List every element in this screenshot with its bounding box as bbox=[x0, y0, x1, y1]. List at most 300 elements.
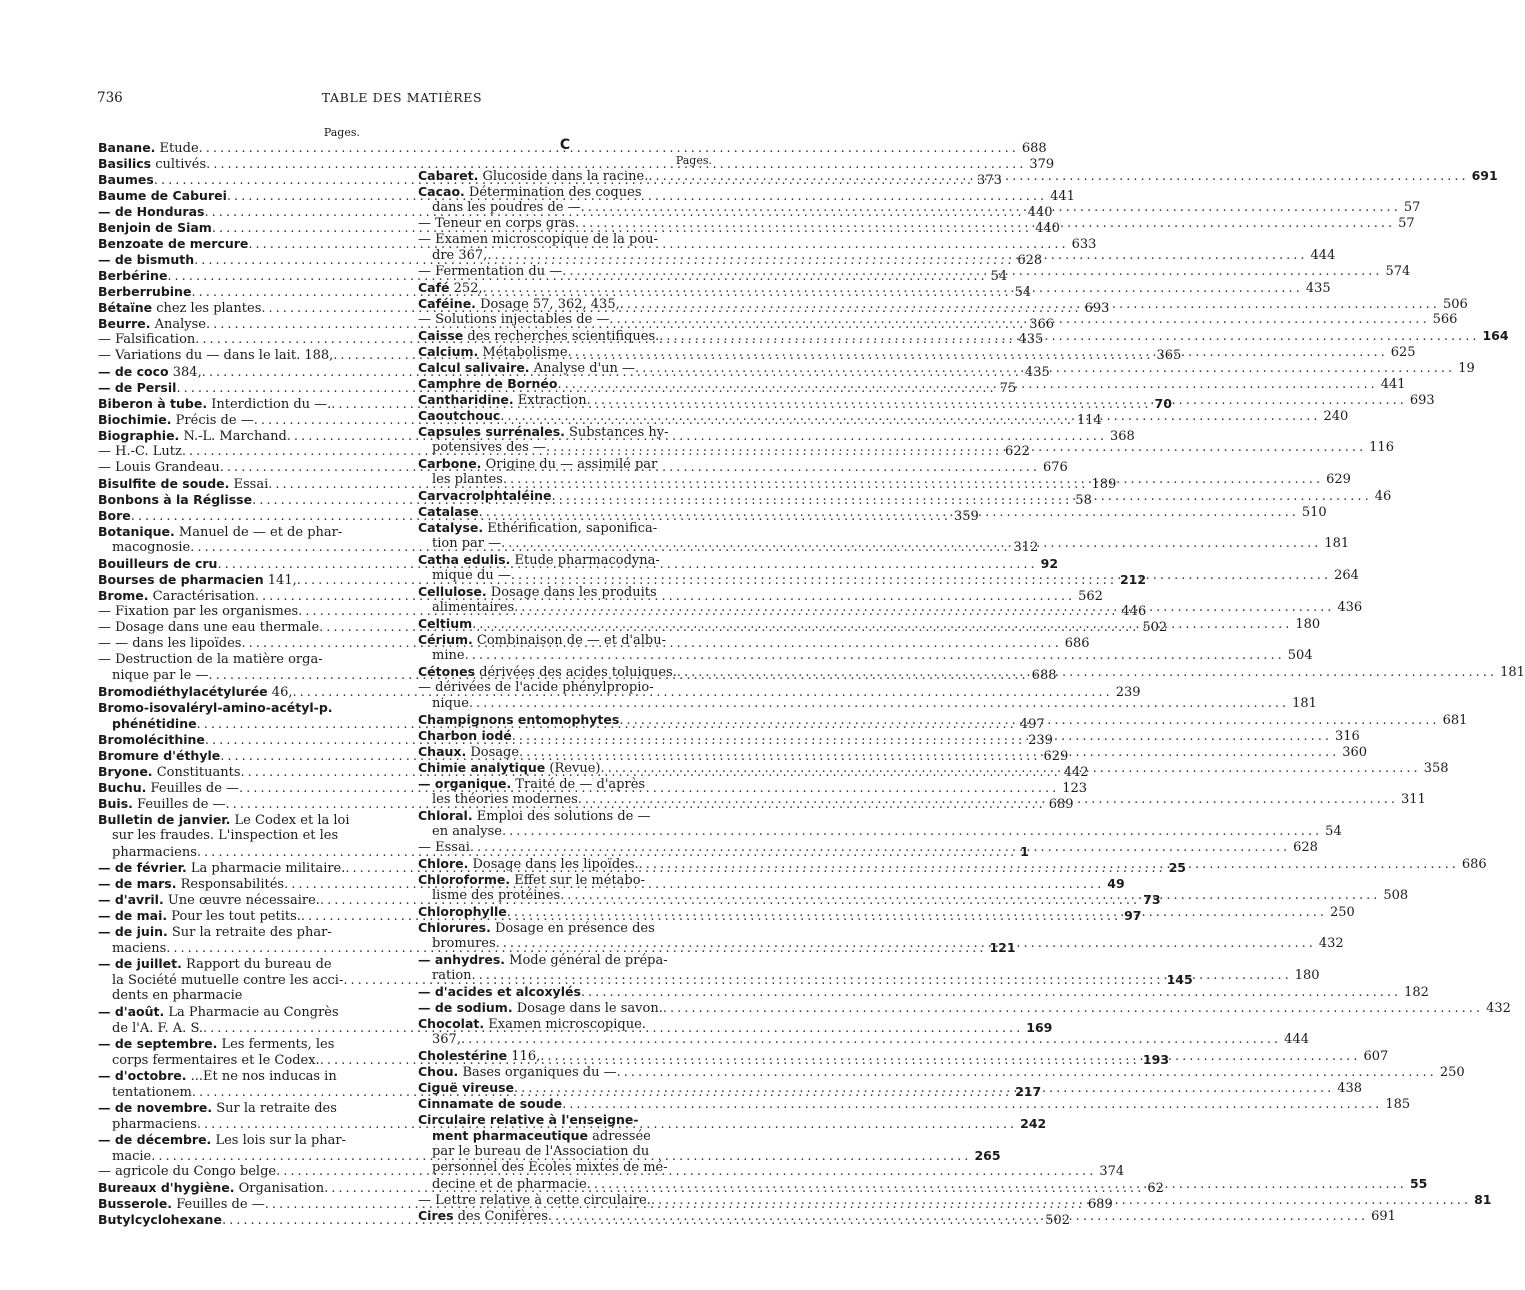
page-ref: 1 bbox=[1020, 844, 1029, 859]
entry-text bbox=[432, 200, 581, 216]
entry-description: macie bbox=[112, 1149, 152, 1164]
entry-description: Examen microscopique. bbox=[484, 1017, 646, 1032]
index-entry bbox=[98, 1036, 360, 1052]
entry-keyword: Bonbons à la Réglisse bbox=[98, 492, 253, 507]
entry-description: les plantes bbox=[432, 472, 503, 487]
entry-description: nique bbox=[432, 696, 469, 711]
entry-keyword: — de sodium. bbox=[418, 1000, 513, 1015]
entry-text bbox=[98, 924, 332, 941]
entry-keyword: Caféine. bbox=[418, 296, 476, 311]
index-entry bbox=[418, 680, 712, 696]
page-ref: 691 bbox=[1371, 1209, 1396, 1224]
entry-text bbox=[112, 540, 190, 556]
entry-text bbox=[98, 508, 131, 525]
entry-description: corps fermentaires et le Codex. bbox=[112, 1053, 320, 1068]
index-entry bbox=[98, 524, 360, 540]
entry-text bbox=[98, 892, 320, 909]
entry-text bbox=[418, 1080, 514, 1097]
leader-dots bbox=[519, 745, 1339, 761]
page-ref: 629 bbox=[1043, 749, 1069, 764]
page-ref: 379 bbox=[1029, 157, 1055, 172]
page-ref: 240 bbox=[1323, 409, 1349, 424]
entry-description: — Teneur en corps gras bbox=[418, 216, 575, 231]
entry-text bbox=[112, 973, 343, 989]
page-ref: 444 bbox=[1284, 1032, 1309, 1047]
leader-dots bbox=[651, 1193, 1471, 1209]
entry-description: Organisation bbox=[234, 1181, 325, 1196]
entry-description: Sur la retraite des phar- bbox=[167, 925, 332, 940]
page-ref: 681 bbox=[1442, 713, 1468, 728]
entry-keyword: Caisse bbox=[418, 328, 464, 343]
entry-description: Feuilles de — bbox=[132, 797, 226, 812]
entry-keyword: Celtium bbox=[418, 616, 473, 631]
entry-keyword: — de décembre. bbox=[98, 1132, 212, 1147]
entry-description: potensives des — bbox=[432, 440, 546, 455]
entry-text bbox=[98, 332, 195, 348]
entry-keyword: Banane. bbox=[98, 140, 156, 155]
index-entry bbox=[418, 552, 712, 568]
index-entry bbox=[418, 584, 712, 600]
entry-text bbox=[418, 312, 609, 328]
entry-keyword: Catha edulis. bbox=[418, 552, 511, 567]
entry-keyword: Brome. bbox=[98, 588, 149, 603]
page-ref: 182 bbox=[1404, 985, 1429, 1000]
entry-description: macognosie bbox=[112, 540, 191, 555]
entry-text bbox=[98, 284, 191, 301]
entry-keyword: Butylcyclohexane bbox=[98, 1212, 222, 1227]
entry-keyword: Berberrubine bbox=[98, 284, 192, 299]
entry-text bbox=[418, 744, 519, 761]
entry-keyword: Botanique. bbox=[98, 524, 175, 539]
leader-dots bbox=[617, 1065, 1437, 1081]
index-entry bbox=[98, 812, 360, 828]
entry-text bbox=[98, 700, 333, 717]
index-entry bbox=[98, 1132, 360, 1148]
index-entry bbox=[418, 1016, 712, 1032]
entry-description: adressée bbox=[588, 1129, 651, 1144]
entry-description: Effet sur le métabo- bbox=[510, 873, 645, 888]
entry-text bbox=[98, 780, 239, 797]
entry-keyword: Chocolat. bbox=[418, 1016, 485, 1031]
index-entry bbox=[98, 652, 360, 668]
entry-keyword: — de mars. bbox=[98, 876, 177, 891]
entry-keyword: Bouilleurs de cru bbox=[98, 556, 218, 571]
entry-text bbox=[98, 204, 204, 221]
entry-description: — agricole du Congo belge bbox=[98, 1164, 277, 1179]
index-entry bbox=[98, 140, 1047, 156]
entry-description: — Essai bbox=[418, 840, 470, 855]
entry-text bbox=[98, 364, 202, 381]
entry-text bbox=[98, 1100, 337, 1117]
entry-description: bromures bbox=[432, 936, 496, 951]
entry-text bbox=[98, 524, 342, 541]
leader-dots bbox=[663, 1001, 1483, 1017]
leader-dots bbox=[503, 472, 1323, 488]
entry-text bbox=[98, 860, 345, 877]
page-ref: 689 bbox=[1087, 1197, 1113, 1212]
leader-dots bbox=[620, 297, 1440, 313]
entry-description: (Revue) bbox=[545, 761, 601, 776]
entry-text bbox=[112, 941, 166, 957]
entry-text bbox=[112, 716, 197, 733]
entry-text bbox=[432, 536, 501, 552]
entry-keyword: Busserole. bbox=[98, 1196, 173, 1211]
page-ref: 436 bbox=[1337, 600, 1363, 615]
entry-description: — Fixation par les organismes bbox=[98, 604, 299, 619]
running-title: TABLE DES MATIÈRES bbox=[321, 90, 483, 105]
entry-description: Métabolisme bbox=[478, 345, 568, 360]
entry-text bbox=[418, 1208, 548, 1225]
entry-keyword: Basilics bbox=[98, 156, 152, 171]
entry-description: — Lettre relative à cette circulaire. bbox=[418, 1193, 651, 1208]
entry-description: Extraction bbox=[513, 393, 587, 408]
entry-description: Le Codex et la loi bbox=[230, 813, 350, 828]
entry-text bbox=[98, 476, 268, 493]
entry-text bbox=[418, 296, 620, 313]
page-ref: 114 bbox=[1076, 413, 1102, 428]
entry-keyword: Bromo-isovaléryl-amino-acétyl-p. bbox=[98, 700, 333, 715]
entry-description: Les ferments, les bbox=[217, 1037, 335, 1052]
entry-text bbox=[98, 252, 194, 269]
page-ref: 440 bbox=[1027, 205, 1053, 220]
entry-description: Les lois sur la phar- bbox=[211, 1133, 347, 1148]
page-ref: 358 bbox=[1423, 761, 1449, 776]
page-ref: 574 bbox=[1385, 264, 1411, 279]
entry-text bbox=[112, 845, 197, 861]
page-ref: 70 bbox=[1154, 396, 1172, 411]
entry-text bbox=[418, 504, 479, 521]
entry-description: Analyse bbox=[150, 317, 206, 332]
entry-keyword: Benzoate de mercure bbox=[98, 236, 249, 251]
leader-dots bbox=[546, 440, 1366, 456]
page-ref: 562 bbox=[1078, 589, 1103, 604]
entry-description: dents en pharmacie bbox=[112, 988, 243, 1003]
entry-text bbox=[418, 664, 677, 681]
leader-dots bbox=[648, 169, 1468, 185]
index-entry bbox=[418, 824, 1342, 840]
entry-text bbox=[418, 344, 568, 361]
entry-keyword: — d'août. bbox=[98, 1004, 165, 1019]
entry-text bbox=[418, 984, 581, 1001]
entry-description: Analyse d'un — bbox=[529, 361, 635, 376]
entry-keyword: Camphre de Bornéo bbox=[418, 376, 558, 391]
leader-dots bbox=[483, 281, 1303, 297]
leader-dots bbox=[507, 905, 1327, 921]
entry-text bbox=[418, 680, 654, 696]
index-entry bbox=[418, 1032, 1309, 1048]
entry-keyword: Biberon à tube. bbox=[98, 396, 208, 411]
entry-keyword: ment pharmaceutique bbox=[432, 1128, 589, 1143]
entry-text bbox=[98, 652, 323, 668]
entry-text bbox=[432, 440, 546, 456]
page-ref: 49 bbox=[1107, 876, 1125, 891]
entry-text bbox=[418, 328, 659, 345]
leader-dots bbox=[470, 840, 1290, 856]
entry-text bbox=[418, 1064, 617, 1081]
page-ref: 693 bbox=[1084, 301, 1110, 316]
leader-dots bbox=[514, 600, 1334, 616]
entry-description: Caractérisation bbox=[148, 589, 255, 604]
entry-keyword: Bromodiéthylacétylurée bbox=[98, 684, 268, 699]
page-ref: 359 bbox=[953, 509, 979, 524]
entry-text bbox=[98, 188, 227, 205]
entry-text bbox=[98, 588, 255, 605]
leader-dots bbox=[540, 1049, 1360, 1065]
entry-keyword: Catalyse. bbox=[418, 520, 484, 535]
entry-keyword: Biographie. bbox=[98, 428, 180, 443]
entry-description: Dosage dans le savon. bbox=[512, 1001, 663, 1016]
page-ref: 54 bbox=[1325, 824, 1342, 839]
entry-keyword: Chloroforme. bbox=[418, 872, 511, 887]
entry-description: Détermination des coques bbox=[464, 185, 642, 200]
entry-description: des Conifères bbox=[453, 1209, 548, 1224]
entry-keyword: Beurre. bbox=[98, 316, 151, 331]
page-ref: 435 bbox=[1305, 281, 1331, 296]
entry-keyword: — d'avril. bbox=[98, 892, 164, 907]
page-ref: 145 bbox=[1166, 972, 1193, 987]
entry-keyword: Baume de Caburei bbox=[98, 188, 227, 203]
page-ref: 504 bbox=[1287, 648, 1313, 663]
entry-text bbox=[98, 444, 182, 460]
entry-text bbox=[98, 956, 332, 973]
entry-keyword: Cétones bbox=[418, 664, 476, 679]
entry-text bbox=[432, 824, 502, 840]
leader-dots bbox=[575, 216, 1395, 232]
leader-dots bbox=[587, 1177, 1407, 1193]
page-ref: 442 bbox=[1063, 765, 1089, 780]
entry-text bbox=[98, 556, 217, 573]
page-ref: 239 bbox=[1028, 733, 1053, 748]
entry-text bbox=[98, 316, 206, 333]
entry-description: Origine du — assimilé par bbox=[481, 457, 658, 472]
entry-text bbox=[98, 380, 176, 397]
index-entry bbox=[418, 776, 712, 792]
page-ref: 180 bbox=[1294, 968, 1320, 983]
entry-keyword: Bore bbox=[98, 508, 131, 523]
entry-text bbox=[98, 732, 205, 749]
entry-text bbox=[418, 424, 669, 441]
page-ref: 25 bbox=[1168, 860, 1187, 875]
entry-description: — Examen microscopique de la pou- bbox=[418, 232, 658, 247]
entry-description: Feuilles de — bbox=[146, 781, 240, 796]
leader-dots bbox=[469, 696, 1289, 712]
page-ref: 58 bbox=[1075, 493, 1092, 508]
entry-text bbox=[98, 812, 350, 829]
entry-description: La Pharmacie au Congrès bbox=[164, 1005, 339, 1020]
entry-text bbox=[98, 876, 284, 893]
index-entry bbox=[418, 1064, 1465, 1080]
page-ref: 180 bbox=[1295, 617, 1321, 632]
entry-description: de l'A. F. A. S. bbox=[112, 1021, 204, 1036]
index-entry bbox=[418, 456, 712, 472]
entry-text bbox=[418, 1000, 663, 1017]
entry-keyword: — de Honduras bbox=[98, 204, 205, 219]
entry-text bbox=[418, 168, 648, 185]
entry-description: — Falsification bbox=[98, 332, 196, 347]
leader-dots bbox=[581, 200, 1401, 216]
entry-keyword: — d'acides et alcoxylés bbox=[418, 984, 581, 999]
page-ref: 374 bbox=[1099, 1164, 1125, 1179]
entry-description: — H.-C. Lutz bbox=[98, 444, 182, 459]
entry-text bbox=[98, 1164, 276, 1180]
page-ref: 250 bbox=[1329, 905, 1355, 920]
entry-keyword: Calcium. bbox=[418, 344, 479, 359]
entry-description: Substances hy- bbox=[564, 425, 669, 440]
page-ref: 242 bbox=[1020, 1116, 1047, 1131]
leader-dots bbox=[558, 377, 1378, 393]
entry-keyword: Chou. bbox=[418, 1064, 459, 1079]
index-entry bbox=[418, 872, 712, 888]
entry-text bbox=[98, 492, 252, 509]
page-number: 736 bbox=[97, 90, 123, 106]
entry-text bbox=[418, 520, 657, 537]
entry-text bbox=[98, 572, 297, 589]
entry-description: Pour les tout petits. bbox=[167, 909, 301, 924]
entry-keyword: Bryone. bbox=[98, 764, 153, 779]
entry-text bbox=[98, 172, 154, 189]
entry-text bbox=[98, 220, 212, 237]
index-entry bbox=[98, 924, 360, 940]
entry-description: des recherches scientifiques. bbox=[463, 329, 660, 344]
section-letter: C bbox=[559, 137, 571, 153]
index-entry bbox=[98, 956, 360, 972]
entry-text bbox=[418, 728, 512, 745]
entry-description: — Destruction de la matière orga- bbox=[98, 652, 323, 667]
page-ref: 57 bbox=[1398, 216, 1415, 231]
entry-keyword: — organique. bbox=[418, 776, 512, 791]
entry-text bbox=[418, 360, 635, 377]
page-ref: 628 bbox=[1017, 253, 1043, 268]
page-ref: 373 bbox=[977, 173, 1002, 188]
entry-text bbox=[418, 408, 500, 425]
entry-text bbox=[418, 1193, 651, 1209]
entry-description: — Dosage dans une eau thermale bbox=[98, 620, 320, 635]
entry-keyword: phénétidine bbox=[112, 716, 197, 731]
entry-description: N.-L. Marchand bbox=[179, 429, 287, 444]
entry-description: Rapport du bureau de bbox=[181, 957, 332, 972]
page-ref: 92 bbox=[1040, 556, 1059, 571]
leader-dots bbox=[502, 824, 1322, 840]
entry-text bbox=[98, 1068, 337, 1085]
leader-dots bbox=[568, 345, 1388, 361]
entry-description: ...Et ne nos inducas in bbox=[186, 1069, 337, 1084]
entry-text bbox=[432, 648, 465, 664]
leader-dots bbox=[659, 329, 1479, 345]
entry-keyword: — de septembre. bbox=[98, 1036, 218, 1051]
page-ref: 316 bbox=[1334, 729, 1360, 744]
entry-description: Traité de — d'après bbox=[511, 777, 646, 792]
entry-description: 141, bbox=[263, 573, 297, 588]
entry-text bbox=[98, 460, 220, 476]
page-header bbox=[97, 90, 707, 110]
page-ref: 212 bbox=[1119, 572, 1147, 587]
page-ref: 181 bbox=[1500, 665, 1525, 680]
entry-text bbox=[98, 604, 298, 620]
pages-label: Pages. bbox=[323, 126, 360, 139]
page-ref: 19 bbox=[1458, 361, 1475, 376]
index-entry bbox=[418, 632, 712, 648]
entry-text bbox=[418, 616, 472, 633]
index-entry bbox=[98, 1068, 360, 1084]
leader-dots bbox=[587, 393, 1407, 409]
entry-keyword: Chloral. bbox=[418, 808, 473, 823]
entry-description: maciens bbox=[112, 941, 167, 956]
page-ref: 510 bbox=[1301, 505, 1327, 520]
index-entry bbox=[418, 808, 712, 824]
entry-keyword: Bulletin de janvier. bbox=[98, 812, 231, 827]
entry-keyword: Cinnamate de soude bbox=[418, 1096, 563, 1111]
page-ref: 62 bbox=[1147, 1181, 1164, 1196]
entry-text bbox=[432, 968, 472, 984]
entry-description: lisme des protéines bbox=[432, 888, 561, 903]
leader-dots bbox=[635, 361, 1455, 377]
page-ref: 628 bbox=[1293, 840, 1318, 855]
entry-description: Interdiction du —. bbox=[207, 397, 332, 412]
entry-keyword: Benjoin de Siam bbox=[98, 220, 212, 235]
index-entry bbox=[418, 696, 1317, 712]
entry-description: cultivés bbox=[151, 157, 207, 172]
entry-text bbox=[418, 952, 668, 969]
entry-keyword: Café bbox=[418, 280, 450, 295]
entry-text bbox=[98, 428, 287, 445]
entry-description: chez les plantes bbox=[152, 301, 262, 316]
entry-keyword: Ciguë vireuse bbox=[418, 1080, 515, 1095]
page-ref: 622 bbox=[1005, 444, 1030, 459]
entry-keyword: Bétaïne bbox=[98, 300, 153, 315]
entry-text bbox=[112, 988, 242, 1004]
leader-dots bbox=[619, 713, 1439, 729]
index-entry bbox=[98, 700, 360, 716]
entry-text bbox=[432, 568, 511, 584]
leader-dots bbox=[487, 248, 1307, 264]
page-ref: 368 bbox=[1110, 429, 1135, 444]
entry-keyword: Circulaire relative à l'enseigne- bbox=[418, 1112, 639, 1127]
index-entry bbox=[418, 1096, 1411, 1112]
page-ref: 497 bbox=[1019, 717, 1045, 732]
index-entry bbox=[418, 984, 1429, 1000]
entry-keyword: Chlorures. bbox=[418, 920, 491, 935]
entry-keyword: Cérium. bbox=[418, 632, 473, 647]
page-ref: 686 bbox=[1461, 857, 1487, 872]
entry-text bbox=[98, 1036, 334, 1053]
page-ref: 502 bbox=[1142, 620, 1168, 635]
entry-keyword: Berbérine bbox=[98, 268, 168, 283]
entry-description: dre 367, bbox=[432, 248, 488, 263]
leader-dots bbox=[560, 888, 1380, 904]
entry-text bbox=[418, 184, 641, 201]
leader-dots bbox=[500, 409, 1320, 425]
page-ref: 116 bbox=[1369, 440, 1394, 455]
entry-description: Emploi des solutions de — bbox=[472, 809, 651, 824]
entry-text bbox=[432, 600, 514, 616]
page-ref: 57 bbox=[1403, 200, 1421, 215]
entry-keyword: Cacao. bbox=[418, 184, 465, 199]
entry-text bbox=[98, 1196, 265, 1213]
entry-keyword: Charbon iodé bbox=[418, 728, 512, 743]
page-ref: 189 bbox=[1091, 477, 1117, 492]
entry-text bbox=[98, 1180, 324, 1197]
page-ref: 366 bbox=[1029, 317, 1055, 332]
entry-keyword: Chlorophylle bbox=[418, 904, 507, 919]
entry-text bbox=[98, 764, 241, 781]
page-ref: 625 bbox=[1390, 345, 1416, 360]
page-ref: 75 bbox=[999, 381, 1017, 396]
leader-dots bbox=[514, 1081, 1334, 1097]
entry-keyword: Cellulose. bbox=[418, 584, 487, 599]
entry-text bbox=[112, 1117, 197, 1133]
page-ref: 506 bbox=[1442, 297, 1468, 312]
page-ref: 123 bbox=[1062, 781, 1088, 796]
